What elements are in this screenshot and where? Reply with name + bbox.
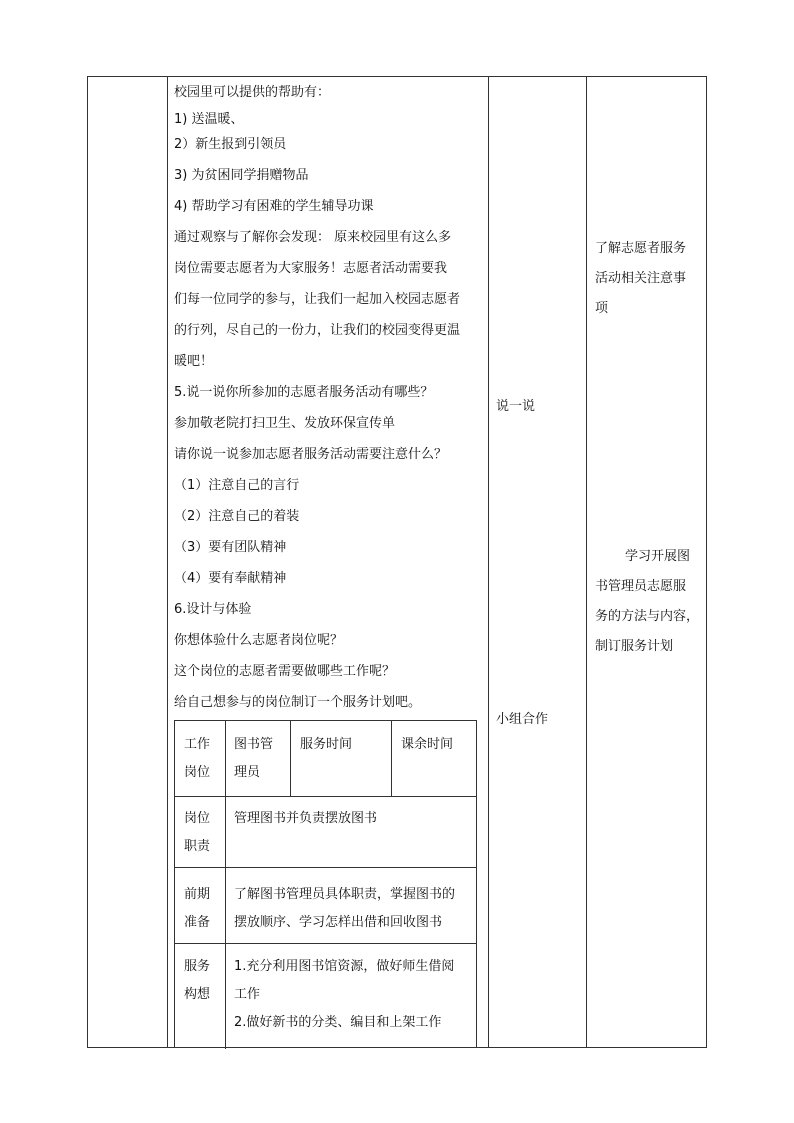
- content-line: 通过观察与了解你会发现： 原来校园里有这么多: [174, 230, 452, 245]
- plan-prep-content: 了解图书管理员具体职责，掌握图书的 摆放顺序、学习怎样出借和回收图书: [234, 887, 456, 930]
- plan-label-duty: 岗位 职责: [184, 811, 211, 854]
- plan-label-divider: [225, 721, 226, 1049]
- content-line: 岗位需要志愿者为大家服务！志愿者活动需要我: [174, 261, 448, 276]
- content-line: 暖吧！: [174, 354, 214, 369]
- content-line: （1）注意自己的言行: [174, 478, 300, 493]
- plan-label-idea: 服务 构想: [184, 959, 211, 1002]
- content-line: 校园里可以提供的帮助有：: [174, 85, 331, 100]
- plan-row-divider: [175, 867, 476, 868]
- column-divider-1: [167, 76, 168, 1048]
- plan-time-value: 课余时间: [401, 737, 454, 752]
- content-line: 的行列，尽自己的一份力，让我们的校园变得更温: [174, 323, 461, 338]
- content-line: 参加敬老院打扫卫生、发放环保宣传单: [174, 416, 396, 431]
- plan-row-divider: [175, 943, 476, 944]
- aim-notes: 了解志愿者服务 活动相关注意事 项: [595, 241, 687, 316]
- activity-group: 小组合作: [496, 712, 549, 727]
- column-divider-2: [488, 76, 489, 1048]
- plan-row-divider: [175, 796, 476, 797]
- content-line: （4）要有奉献精神: [174, 571, 287, 586]
- content-line: （2）注意自己的着装: [174, 509, 300, 524]
- aim-plan: 学习开展图 书管理员志愿服 务的方法与内容， 制订服务计划: [595, 549, 700, 654]
- content-line: 你想体验什么志愿者岗位呢？: [174, 633, 344, 648]
- column-divider-3: [586, 76, 587, 1048]
- content-line: 5.说一说你所参加的志愿者服务活动有哪些？: [174, 385, 434, 400]
- content-line: 3) 为贫困同学捐赠物品: [174, 168, 309, 183]
- content-line: （3）要有团队精神: [174, 540, 287, 555]
- plan-duty-content: 管理图书并负责摆放图书: [234, 811, 378, 826]
- activity-speak: 说一说: [496, 399, 536, 414]
- plan-idea-content: 1.充分利用图书馆资源，做好师生借阅 工作 2.做好新书的分类、编目和上架工作: [234, 959, 455, 1030]
- content-line: 6.设计与体验: [174, 602, 252, 617]
- plan-post-value: 图书管 理员: [234, 737, 274, 780]
- content-line: 1) 送温暖、: [174, 112, 244, 127]
- content-line: 这个岗位的志愿者需要做哪些工作呢？: [174, 664, 396, 679]
- table-right-border: [706, 76, 707, 1048]
- plan-label-prep: 前期 准备: [184, 887, 211, 930]
- content-line: 4) 帮助学习有困难的学生辅导功课: [174, 199, 374, 214]
- content-line: 2）新生报到引领员: [174, 137, 287, 152]
- table-top-border: [87, 76, 707, 77]
- plan-time-divider: [391, 721, 392, 796]
- service-plan-table: [174, 720, 477, 1048]
- content-line: 们每一位同学的参与，让我们一起加入校园志愿者: [174, 292, 461, 307]
- table-left-border: [87, 76, 88, 1048]
- content-line: 请你说一说参加志愿者服务活动需要注意什么？: [174, 447, 448, 462]
- plan-post-divider: [290, 721, 291, 796]
- plan-time-label: 服务时间: [300, 737, 353, 752]
- plan-label-post: 工作 岗位: [184, 737, 211, 780]
- content-line: 给自己想参与的岗位制订一个服务计划吧。: [174, 695, 422, 710]
- lesson-table: [87, 76, 707, 1048]
